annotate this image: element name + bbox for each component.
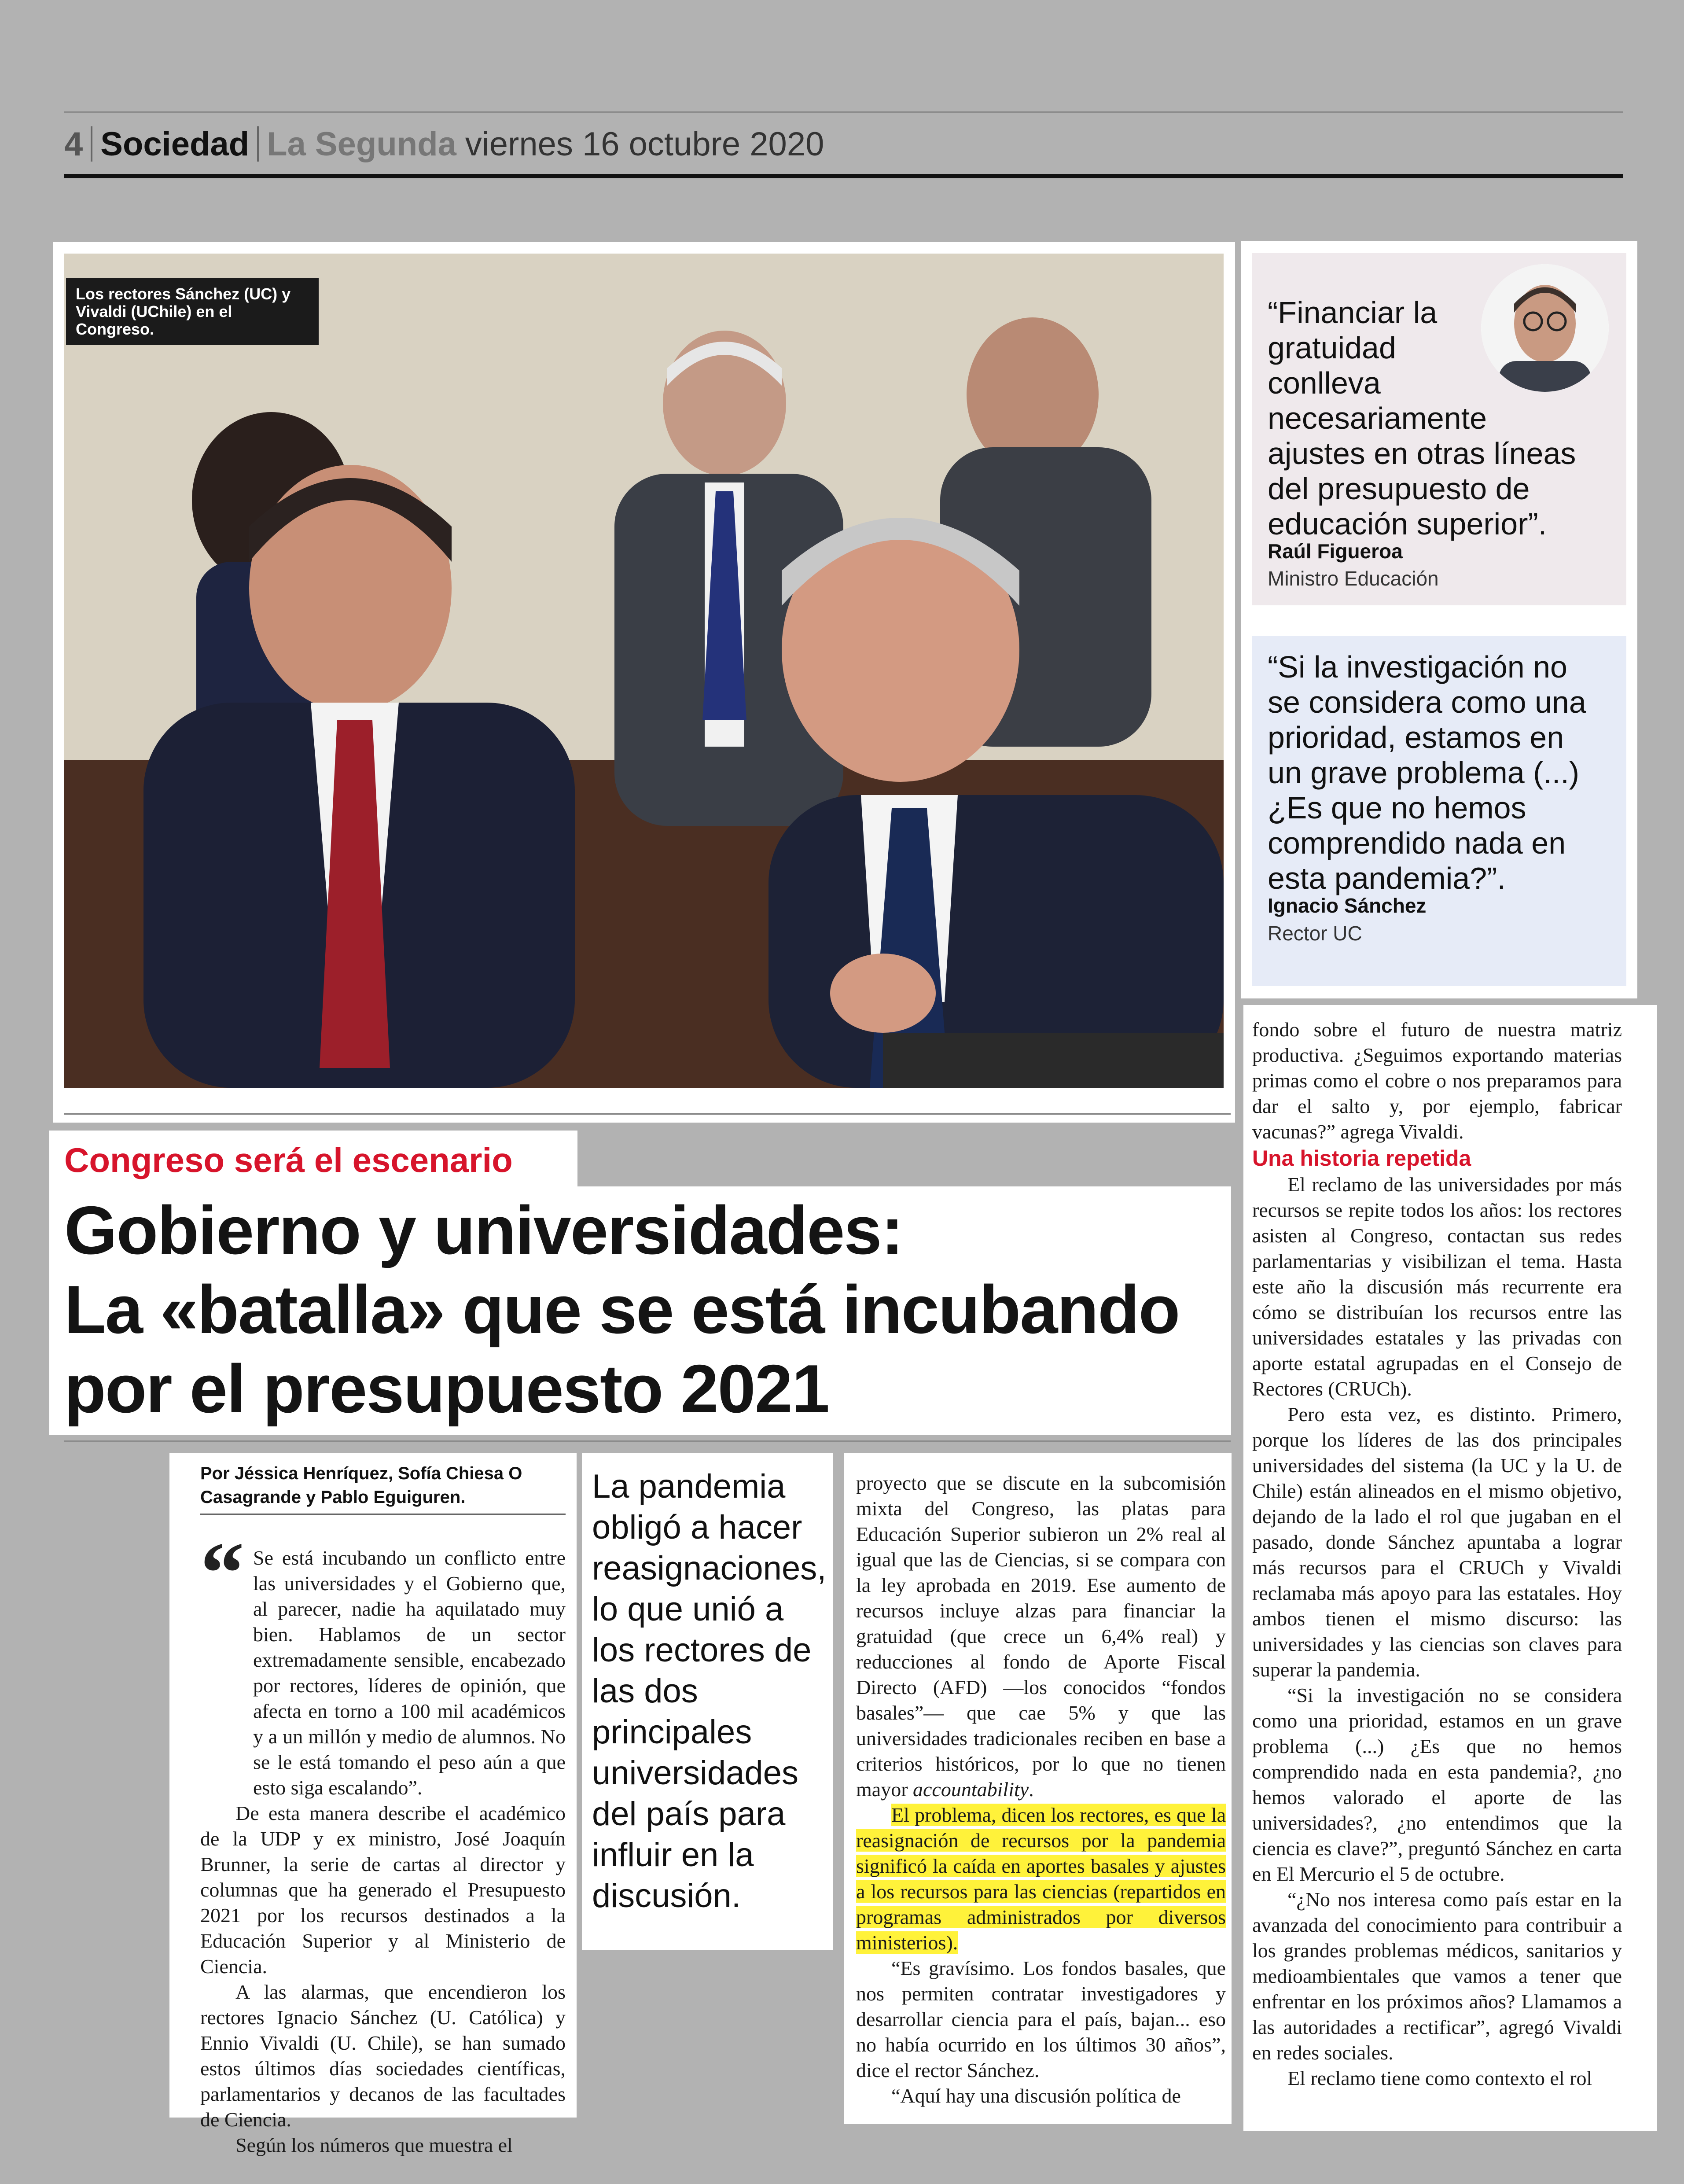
article-photo <box>64 254 1224 1088</box>
paragraph: El reclamo tiene como contexto el rol <box>1287 2067 1592 2089</box>
paragraph: fondo sobre el futuro de nuestra matriz productiva. ¿Seguimos exportando materias primas como el cobre o nos preparamos para dar el salto y, por ejemplo, fabricar vacunas?” agrega Vivaldi. <box>1252 1018 1622 1143</box>
paragraph: “Es gravísimo. Los fondos basales, que nos permiten contratar investigadores y desarrollar ciencia para el país, bajan... eso no había ocurrido en los últimos 30 años”, dice el rector Sánchez. <box>856 1957 1226 2081</box>
paragraph: “Aquí hay una discusión política de <box>891 2085 1181 2107</box>
highlighted-paragraph: El problema, dicen los rectores, es que la reasignación de recursos por la pandemia significó la caída en aportes basales y ajustes a los recursos para las ciencias (repartidos en programas administrados por diversos ministerios). <box>856 1804 1226 1954</box>
paragraph: A las alarmas, que encendieron los rectores Ignacio Sánchez (U. Católica) y Ennio Vivaldi (U. Chile), se han sumado estos últimos días sociedades científicas, parlamentarios y decanos de las facultades de Ciencia. <box>200 1981 566 2131</box>
quote-box-sanchez <box>1252 636 1626 986</box>
quote-text: “Si la investigación no se considera como una prioridad, estamos en un grave problema (...) ¿Es que no hemos comprendido nada en esta pandemia?”. <box>1268 650 1586 895</box>
headline-line: Gobierno y universidades: <box>64 1192 903 1268</box>
paragraph: Se está incubando un conflicto entre las universidades y el Gobierno que, al parecer, nadie ha aquilatado muy bien. Hablamos de un sector extremadamente sensible, encabezado por rectores, líderes de opinión, que afecta en torno a 100 mil académicos y a un millón y medio de alumnos. No se le está tomando el peso aún a que esto siga escalando”. <box>253 1547 566 1799</box>
quote-author-role: Ministro Educación <box>1268 567 1439 590</box>
opening-quote-mark: “ <box>200 1525 244 1622</box>
section-name: Sociedad <box>100 125 250 163</box>
column-1-text <box>200 1525 566 2158</box>
quote-author-name: Raúl Figueroa <box>1268 540 1403 563</box>
paragraph: Pero esta vez, es distinto. Primero, porque los líderes de las dos principales universidades del sistema (la UC y la U. de Chile) están alineados en el mismo objetivo, dejando de la lado el rol que jugaban en el pasado, donde Sánchez apuntaba a lograr más recursos para el CRUCh y Vivaldi reclamaba más apoyo para las estatales. Hoy ambos tienen el mismo discurso: las universidades y las ciencias son claves para superar la pandemia. <box>1252 1403 1622 1681</box>
headline-rule <box>64 1440 1231 1442</box>
quote-author-role: Rector UC <box>1268 922 1362 945</box>
paragraph: “¿No nos interesa como país estar en la avanzada del conocimiento para contribuir a los grandes problemas médicos, sanitarios y medioambientales que vamos a tener que enfrentar en los próximos años? Llamamos a las autoridades a rectificar”, agregó Vivaldi en redes sociales. <box>1252 1888 1622 2064</box>
publication-date: viernes 16 octubre 2020 <box>465 125 824 163</box>
header-bottom-rule <box>64 174 1623 178</box>
page-header <box>64 115 824 173</box>
headline-line: por el presupuesto 2021 <box>64 1351 829 1427</box>
headline-line: La «batalla» que se está incubando <box>64 1271 1180 1348</box>
paragraph: proyecto que se discute en la subcomisión mixta del Congreso, las platas para Educación Superior subieron un 2% real al igual que las de Ciencias, si se compara con la ley aprobada en 2019. Ese aumento de recursos incluye alzas para financiar la gratuidad (que crece un 6,4% real) y reducciones al fondo de Aporte Fiscal Directo (AFD) —los conocidos “fondos basales”— que cae 5% y que las universidades tradicionales reciben en base a criterios históricos, por lo que no tienen mayor accountability. <box>856 1472 1226 1801</box>
headline <box>64 1191 1226 1429</box>
header-top-rule <box>64 111 1623 113</box>
paragraph: “Si la investigación no se considera como una prioridad, estamos en un grave problema (...) ¿Es que no hemos comprendido nada en esta pandemia?, ¿no hemos valorado el aporte de las universidades?, ¿no entendimos que la ciencia es clave?”, preguntó Sánchez en carta en El Mercurio el 5 de octubre. <box>1252 1684 1622 1885</box>
paragraph: Según los números que muestra el <box>235 2134 513 2156</box>
newspaper-name: La Segunda <box>267 125 456 163</box>
column-3-text <box>856 1470 1226 2109</box>
byline: Por Jéssica Henríquez, Sofía Chiesa O Casagrande y Pablo Eguiguren. <box>200 1464 522 1507</box>
paragraph: De esta manera describe el académico de la UDP y ex ministro, José Joaquín Brunner, la serie de cartas al director y columnas que ha generado el Presupuesto 2021 por los recursos destinados a la Educación Superior y al Ministerio de Ciencia. <box>200 1802 566 1978</box>
page-number: 4 <box>64 125 83 163</box>
kicker: Congreso será el escenario <box>64 1141 513 1179</box>
byline-rule <box>200 1514 566 1515</box>
header-separator <box>257 126 259 162</box>
subheading: Una historia repetida <box>1252 1146 1471 1171</box>
header-separator <box>91 126 92 162</box>
column-4-text <box>1252 1017 1622 2091</box>
photo-caption: Los rectores Sánchez (UC) y Vivaldi (UChile) en el Congreso. <box>66 278 319 345</box>
quote-author-name: Ignacio Sánchez <box>1268 894 1427 917</box>
quote-text: “Financiar la gratuidad conlleva necesariamente ajustes en otras líneas del presupuesto de educación superior”. <box>1268 295 1576 541</box>
pull-quote: La pandemia obligó a hacer reasignaciones, lo que unió a los rectores de las dos principales universidades del país para influir en la discusión. <box>592 1468 827 1915</box>
quote-box-figueroa <box>1252 253 1626 605</box>
photo-rule <box>64 1113 1231 1115</box>
paragraph: El reclamo de las universidades por más recursos se repite todos los años: los rectores asisten al Congreso, contactan sus redes parlamentarias y visibilizan el tema. Hasta este año la discusión más recurrente era cómo se distribuían los recursos entre las universidades estatales y las privadas con aporte estatal agrupadas en el Consejo de Rectores (CRUCh). <box>1252 1173 1622 1400</box>
